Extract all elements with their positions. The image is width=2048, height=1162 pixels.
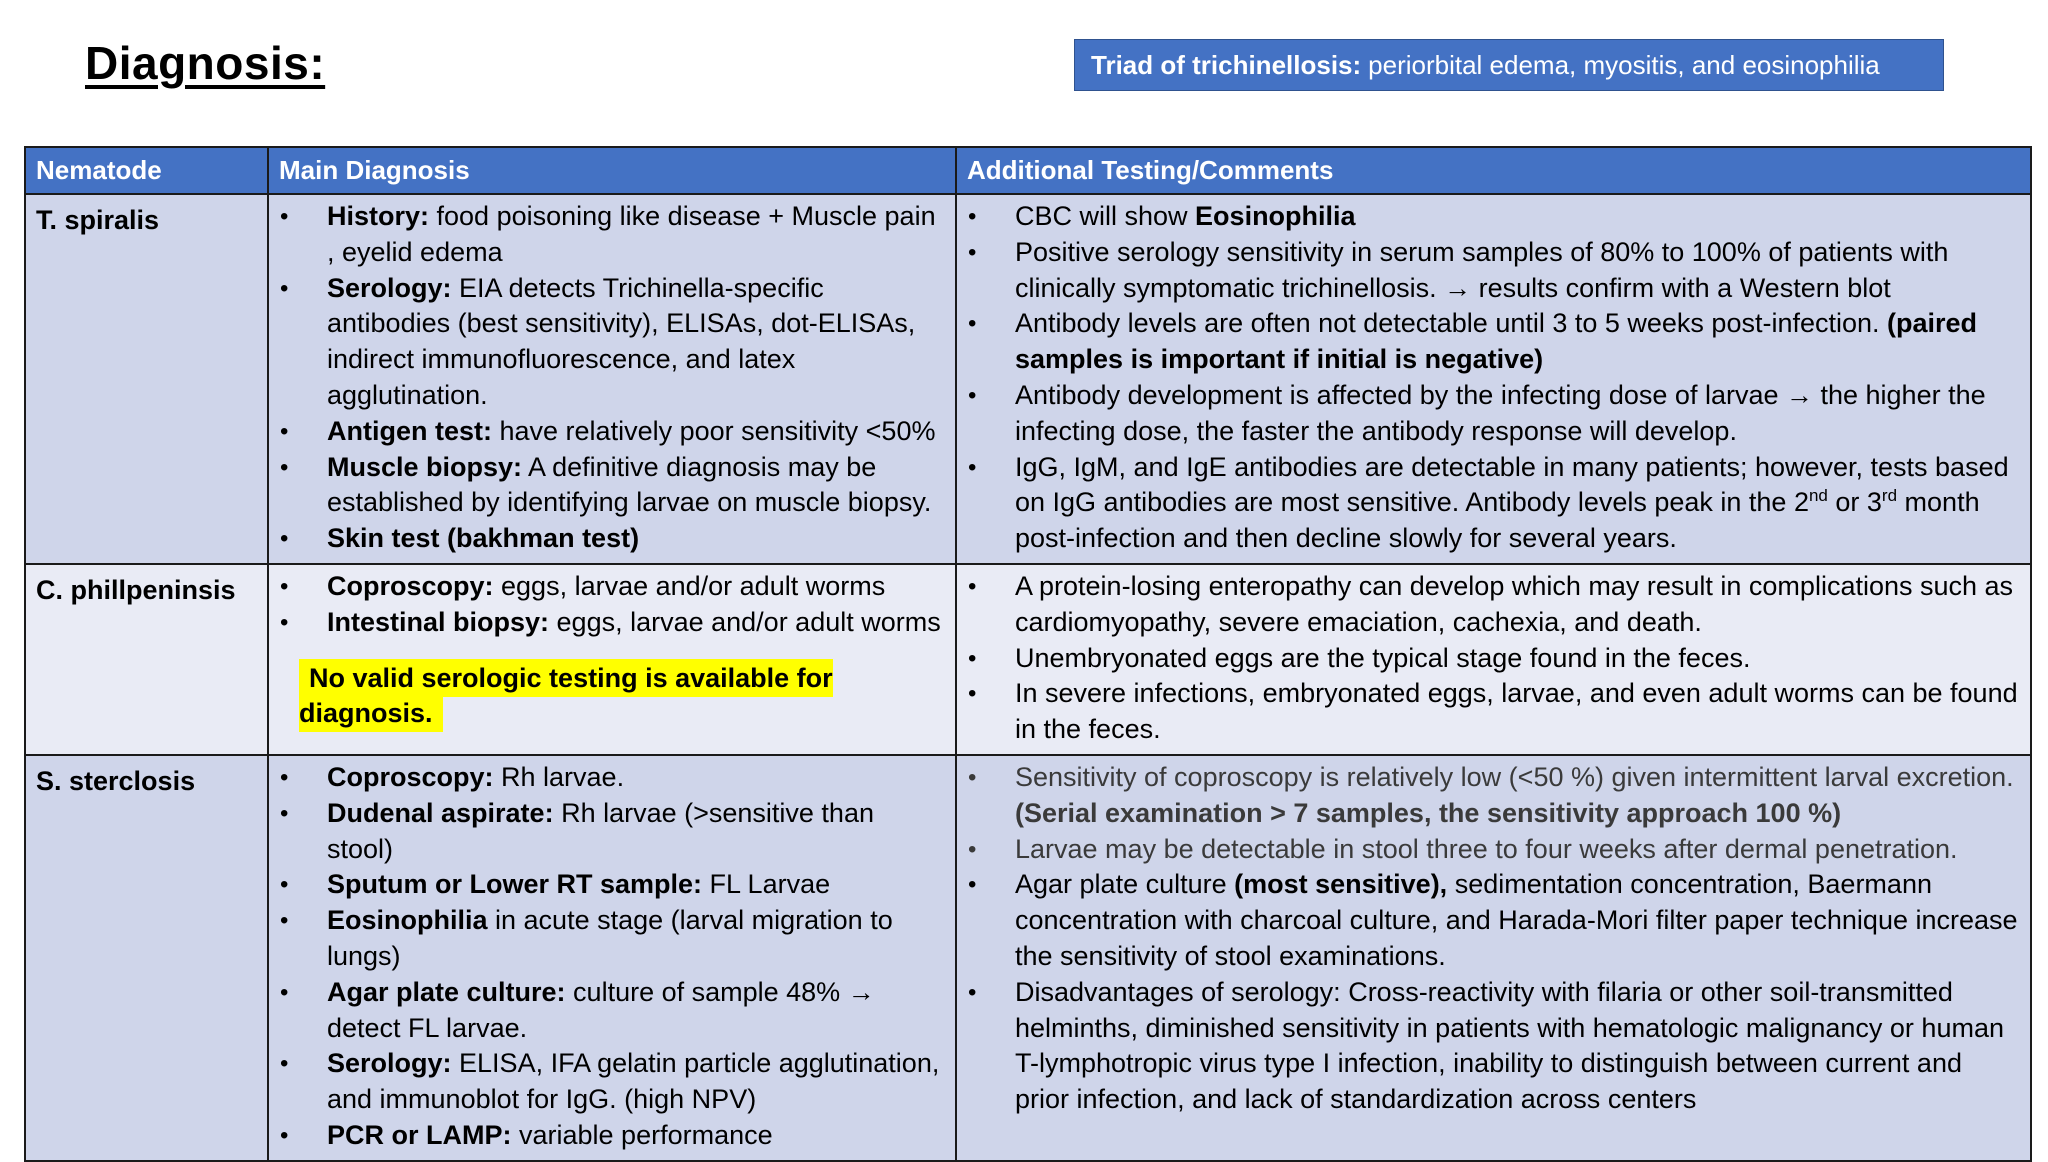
main-diagnosis-cell xyxy=(268,755,956,1161)
nematode-cell: S. sterclosis xyxy=(25,755,268,1161)
list-item: • Coproscopy: Rh larvae. xyxy=(279,760,945,796)
page-title: Diagnosis: xyxy=(85,37,326,89)
list-item: • Agar plate culture: culture of sample 48% → detect FL larvae. xyxy=(279,975,945,1047)
triad-text: periorbital edema, myositis, and eosinophilia xyxy=(1368,49,1880,80)
nematode-cell: T. spiralis xyxy=(25,194,268,564)
main-diagnosis-cell xyxy=(268,194,956,564)
additional-testing-cell xyxy=(956,755,2031,1161)
list-item: • PCR or LAMP: variable performance xyxy=(279,1118,945,1154)
list-item: • Antibody levels are often not detectable until 3 to 5 weeks post-infection. (paired samples is important if initial is negative) xyxy=(967,306,2020,378)
list-item: • Antigen test: have relatively poor sensitivity <50% xyxy=(279,414,945,450)
list-item: • Disadvantages of serology: Cross-reactivity with filaria or other soil-transmitted helminths, diminished sensitivity in patients with hematologic malignancy or human T-lymphotropic virus type I infection, inability to distinguish between current and prior infection, and lack of standardization across centers xyxy=(967,975,2020,1118)
list-item: • Sputum or Lower RT sample: FL Larvae xyxy=(279,867,945,903)
main-diagnosis-cell xyxy=(268,564,956,755)
table-row xyxy=(25,194,2031,564)
triad-label: Triad of trichinellosis: xyxy=(1091,49,1362,80)
list-item: • Dudenal aspirate: Rh larvae (>sensitive than stool) xyxy=(279,796,945,868)
list-item: • Agar plate culture (most sensitive), sedimentation concentration, Baermann concentration with charcoal culture, and Harada-Mori filter paper technique increase the sensitivity of stool examinations. xyxy=(967,867,2020,974)
header-main-diagnosis: Main Diagnosis xyxy=(268,147,956,194)
additional-testing-cell xyxy=(956,194,2031,564)
nematode-cell: C. phillpeninsis xyxy=(25,564,268,755)
list-item: • History: food poisoning like disease + Muscle pain , eyelid edema xyxy=(279,199,945,271)
list-item: • Intestinal biopsy: eggs, larvae and/or adult worms xyxy=(279,605,945,641)
list-item: • Larvae may be detectable in stool three to four weeks after dermal penetration. xyxy=(967,832,2020,868)
list-item: • Muscle biopsy: A definitive diagnosis may be established by identifying larvae on muscle biopsy. xyxy=(279,450,945,522)
list-item: • In severe infections, embryonated eggs, larvae, and even adult worms can be found in the feces. xyxy=(967,676,2020,748)
list-item: • A protein-losing enteropathy can develop which may result in complications such as cardiomyopathy, severe emaciation, cachexia, and death. xyxy=(967,569,2020,641)
list-item: • CBC will show Eosinophilia xyxy=(967,199,2020,235)
table-header-row xyxy=(25,147,2031,194)
list-item: • Serology: ELISA, IFA gelatin particle agglutination, and immunoblot for IgG. (high NPV) xyxy=(279,1046,945,1118)
header-additional-testing: Additional Testing/Comments xyxy=(956,147,2031,194)
triad-callout xyxy=(1074,39,1944,91)
list-item: • Positive serology sensitivity in serum samples of 80% to 100% of patients with clinically symptomatic trichinellosis. → results confirm with a Western blot xyxy=(967,235,2020,307)
table-row xyxy=(25,755,2031,1161)
list-item: • Coproscopy: eggs, larvae and/or adult worms xyxy=(279,569,945,605)
list-item: • Eosinophilia in acute stage (larval migration to lungs) xyxy=(279,903,945,975)
list-item: • Skin test (bakhman test) xyxy=(279,521,945,557)
list-item: • Serology: EIA detects Trichinella-specific antibodies (best sensitivity), ELISAs, dot-ELISAs, indirect immunofluorescence, and latex agglutination. xyxy=(279,271,945,414)
list-item: • Sensitivity of coproscopy is relatively low (<50 %) given intermittent larval excretion. (Serial examination > 7 samples, the sensitivity approach 100 %) xyxy=(967,760,2020,832)
diagnosis-table xyxy=(24,146,2032,1162)
header-nematode: Nematode xyxy=(25,147,268,194)
highlighted-note: No valid serologic testing is available for diagnosis. xyxy=(299,659,833,733)
list-item: • Unembryonated eggs are the typical stage found in the feces. xyxy=(967,641,2020,677)
list-item: • IgG, IgM, and IgE antibodies are detectable in many patients; however, tests based on IgG antibodies are most sensitive. Antibody levels peak in the 2nd or 3rd month post-infection and then decline slowly for several years. xyxy=(967,450,2020,557)
additional-testing-cell xyxy=(956,564,2031,755)
table-row xyxy=(25,564,2031,755)
list-item: • Antibody development is affected by the infecting dose of larvae → the higher the infecting dose, the faster the antibody response will develop. xyxy=(967,378,2020,450)
